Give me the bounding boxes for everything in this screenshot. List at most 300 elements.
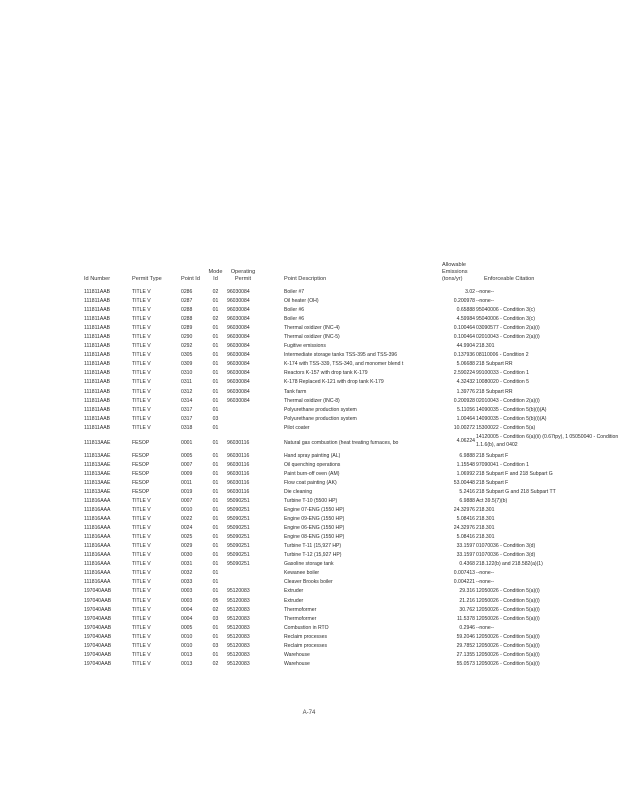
table-row: [84, 316, 618, 325]
cell-id-number: 111811AAB: [84, 298, 111, 305]
cell-point-id: 0019: [181, 488, 193, 495]
cell-permit-type: TITLE V: [132, 561, 151, 568]
cell-point-id: 0010: [181, 507, 193, 514]
cell-id-number: 111811AAB: [84, 361, 111, 368]
cell-mode-id: 01: [212, 470, 219, 477]
cell-permit-type: TITLE V: [132, 325, 151, 332]
cell-operating-permit: 96030084: [227, 388, 250, 395]
cell-operating-permit: 95120083: [227, 642, 250, 649]
cell-point-id: 0317: [181, 406, 193, 413]
cell-allowable-emissions: 24.32976: [453, 525, 475, 532]
cell-allowable-emissions: 21.216: [459, 597, 475, 604]
header-enforceable-citation: Enforceable Citation: [484, 276, 535, 283]
cell-permit-type: TITLE V: [132, 543, 151, 550]
cell-operating-permit: 95120083: [227, 588, 250, 595]
cell-mode-id: 01: [212, 525, 219, 532]
cell-allowable-emissions: 29.316: [459, 588, 475, 595]
table-row: [84, 289, 618, 298]
table-row: [84, 307, 618, 316]
table-row: [84, 462, 618, 471]
table-row: [84, 334, 618, 343]
cell-point-id: 0032: [181, 570, 193, 577]
cell-allowable-emissions: 0.004221: [453, 579, 475, 586]
cell-allowable-emissions: 10.00272: [453, 424, 475, 431]
cell-point-description: Gasoline storage tank: [284, 561, 334, 568]
cell-point-id: 0003: [181, 588, 193, 595]
table-row: [84, 343, 618, 352]
cell-operating-permit: 96030084: [227, 397, 250, 404]
cell-mode-id: 01: [212, 439, 219, 446]
cell-permit-type: TITLE V: [132, 579, 151, 586]
cell-operating-permit: 96030084: [227, 334, 250, 341]
cell-mode-id: 02: [212, 289, 219, 295]
cell-operating-permit: 95090251: [227, 497, 250, 504]
cell-point-description: Boiler #7: [284, 289, 305, 295]
cell-operating-permit: 96030116: [227, 452, 250, 459]
cell-mode-id: 02: [212, 316, 219, 323]
cell-point-id: 0010: [181, 633, 193, 640]
cell-enforceable-citation: 218 Subpart RR: [476, 361, 513, 368]
cell-point-description: Oil heater (OH): [284, 298, 319, 305]
header-point-description: Point Description: [284, 276, 327, 283]
cell-point-id: 0311: [181, 379, 192, 386]
cell-allowable-emissions: 4.06224: [456, 437, 475, 444]
cell-id-number: 111811AAB: [84, 415, 111, 422]
table-row: [84, 298, 618, 307]
cell-mode-id: 02: [212, 606, 219, 613]
cell-mode-id: 02: [212, 660, 219, 667]
cell-permit-type: FESOP: [132, 439, 150, 446]
table-row: [84, 634, 618, 643]
cell-allowable-emissions: 5.06688: [456, 361, 475, 368]
cell-permit-type: TITLE V: [132, 361, 151, 368]
cell-enforceable-citation: --none--: [476, 289, 495, 295]
cell-id-number: 111811AAB: [84, 406, 111, 413]
cell-permit-type: TITLE V: [132, 415, 151, 422]
cell-permit-type: FESOP: [132, 470, 150, 477]
cell-enforceable-citation: 218 Subpart RR: [476, 388, 513, 395]
cell-permit-type: TITLE V: [132, 343, 151, 350]
cell-point-description: Oil quenching operations: [284, 461, 341, 468]
cell-operating-permit: 95120083: [227, 597, 250, 604]
cell-permit-type: TITLE V: [132, 289, 151, 295]
cell-allowable-emissions: 55.0573: [456, 660, 475, 667]
cell-id-number: 111816AAA: [84, 561, 111, 568]
cell-point-id: 0001: [181, 439, 193, 446]
cell-point-description: Reactors K-157 with drop tank K-179: [284, 370, 368, 377]
cell-permit-type: FESOP: [132, 479, 150, 486]
cell-point-description: Engine 09-ENG (1550 HP): [284, 516, 345, 523]
cell-point-description: Thermal oxidizer (INC-8): [284, 397, 340, 404]
cell-enforceable-citation: 12050026 - Condition 5(a)(i): [476, 597, 540, 604]
cell-permit-type: TITLE V: [132, 379, 151, 386]
cell-mode-id: 01: [212, 543, 219, 550]
cell-permit-type: TITLE V: [132, 352, 151, 359]
cell-point-id: 0288: [181, 307, 193, 314]
cell-id-number: 111816AAA: [84, 579, 111, 586]
cell-operating-permit: 96030116: [227, 439, 250, 446]
table-row: [84, 480, 618, 489]
cell-enforceable-citation: 12050026 - Condition 5(a)(i): [476, 588, 540, 595]
cell-allowable-emissions: 5.08416: [456, 516, 475, 523]
cell-mode-id: 01: [212, 588, 219, 595]
cell-id-number: 111816AAA: [84, 534, 111, 541]
cell-allowable-emissions: 4.59984: [456, 316, 475, 323]
cell-enforceable-citation: 14120005 - Condition 6(a)(ii) (0.67tpy), 1 05050040 - Condition 1.1.6(b), and 0402: [476, 433, 618, 448]
cell-operating-permit: 96030084: [227, 316, 250, 323]
cell-point-description: Pilot coater: [284, 424, 310, 431]
cell-permit-type: TITLE V: [132, 615, 151, 622]
cell-enforceable-citation: --none--: [476, 624, 495, 631]
cell-permit-type: TITLE V: [132, 588, 151, 595]
cell-id-number: 197040AAB: [84, 588, 112, 595]
cell-mode-id: 03: [212, 415, 219, 422]
cell-permit-type: TITLE V: [132, 388, 151, 395]
cell-point-description: Kewanee boiler: [284, 570, 320, 577]
cell-enforceable-citation: 218.122(b) and 218.582(a)(1): [476, 561, 543, 568]
cell-enforceable-citation: 218 Subpart G and 218 Subpart TT: [476, 488, 556, 495]
cell-enforceable-citation: 15300022 - Condition 5(a): [476, 424, 536, 431]
cell-allowable-emissions: 0.007413: [453, 570, 475, 577]
cell-mode-id: 01: [212, 534, 219, 541]
cell-enforceable-citation: 14090035 - Condition 5(b)(i)(A): [476, 415, 547, 422]
cell-id-number: 111811AAB: [84, 334, 111, 341]
cell-id-number: 111813AAE: [84, 479, 111, 486]
cell-point-description: Tank farm: [284, 388, 307, 395]
cell-point-description: Turbine T-10 (5500 HP): [284, 497, 338, 504]
cell-point-description: Extruder: [284, 588, 304, 595]
cell-point-description: Die cleaning: [284, 488, 313, 495]
cell-id-number: 197040AAB: [84, 597, 112, 604]
table-row: [84, 370, 618, 379]
cell-point-description: Reclaim processes: [284, 633, 328, 640]
cell-point-description: Warehouse: [284, 660, 310, 667]
cell-point-id: 0004: [181, 615, 193, 622]
cell-allowable-emissions: 11.5378: [456, 615, 475, 622]
cell-enforceable-citation: 99100033 - Condition 1: [476, 370, 529, 377]
cell-enforceable-citation: 218.301: [476, 525, 495, 532]
cell-operating-permit: 96030084: [227, 343, 250, 350]
cell-id-number: 197040AAB: [84, 624, 112, 631]
table-row: [84, 661, 618, 670]
table-row: [84, 407, 618, 416]
cell-permit-type: TITLE V: [132, 370, 151, 377]
cell-enforceable-citation: --none--: [476, 579, 495, 586]
table-row: [84, 588, 618, 597]
cell-allowable-emissions: 0.100464: [453, 334, 475, 341]
cell-id-number: 111816AAA: [84, 516, 111, 523]
cell-enforceable-citation: 02010043 - Condition 2(a)(i): [476, 334, 540, 341]
cell-mode-id: 01: [212, 461, 219, 468]
cell-point-description: Turbine T-11 (15,927 HP): [284, 543, 342, 550]
cell-allowable-emissions: 27.1355: [456, 651, 475, 658]
cell-operating-permit: 95120083: [227, 651, 250, 658]
cell-id-number: 111811AAB: [84, 316, 111, 323]
cell-allowable-emissions: 5.08416: [456, 534, 475, 541]
table-row: [84, 543, 618, 552]
cell-id-number: 197040AAB: [84, 642, 112, 649]
cell-operating-permit: 95120083: [227, 660, 250, 667]
cell-allowable-emissions: 3.02: [465, 289, 475, 295]
cell-enforceable-citation: 12050026 - Condition 5(a)(i): [476, 660, 540, 667]
cell-point-description: K-178 Replaced K-121 with drop tank K-179: [284, 379, 384, 386]
cell-id-number: 111811AAB: [84, 325, 111, 332]
cell-enforceable-citation: 12050026 - Condition 5(a)(i): [476, 651, 540, 658]
cell-operating-permit: 96030084: [227, 352, 250, 359]
cell-permit-type: FESOP: [132, 452, 150, 459]
cell-mode-id: 01: [212, 298, 219, 305]
cell-allowable-emissions: 29.7852: [456, 642, 475, 649]
cell-permit-type: TITLE V: [132, 534, 151, 541]
cell-permit-type: TITLE V: [132, 633, 151, 640]
cell-enforceable-citation: --none--: [476, 570, 495, 577]
cell-mode-id: 01: [212, 651, 219, 658]
cell-allowable-emissions: 0.200928: [453, 397, 475, 404]
table-row: [84, 398, 618, 407]
cell-allowable-emissions: 59.2046: [456, 633, 475, 640]
cell-point-description: Natural gas combustion (heat treating furnaces, bo: [284, 439, 399, 446]
cell-permit-type: TITLE V: [132, 334, 151, 341]
cell-point-id: 0030: [181, 552, 193, 559]
cell-point-id: 0024: [181, 525, 193, 532]
cell-id-number: 111816AAA: [84, 543, 111, 550]
cell-point-description: Reclaim processes: [284, 642, 328, 649]
cell-operating-permit: 96030084: [227, 325, 250, 332]
cell-operating-permit: 95120083: [227, 633, 250, 640]
cell-point-id: 0013: [181, 651, 193, 658]
cell-id-number: 111811AAB: [84, 424, 111, 431]
cell-allowable-emissions: 1.00464: [456, 415, 475, 422]
cell-enforceable-citation: 218 Subpart F and 218 Subpart G: [476, 470, 553, 477]
cell-point-description: Warehouse: [284, 651, 310, 658]
cell-mode-id: 01: [212, 570, 219, 577]
table-row: [84, 325, 618, 334]
cell-allowable-emissions: 6.9888: [459, 497, 475, 504]
cell-permit-type: TITLE V: [132, 424, 151, 431]
cell-operating-permit: 95090251: [227, 516, 250, 523]
emissions-table: [84, 253, 618, 670]
cell-permit-type: TITLE V: [132, 642, 151, 649]
table-row: [84, 552, 618, 561]
cell-point-id: 0007: [181, 461, 193, 468]
cell-operating-permit: 96030084: [227, 307, 250, 314]
cell-mode-id: 01: [212, 307, 219, 314]
header-mode-id: Mode Id: [208, 269, 223, 283]
cell-point-description: Polyurethane production system: [284, 406, 357, 413]
table-row: [84, 561, 618, 570]
cell-id-number: 111816AAA: [84, 570, 111, 577]
cell-permit-type: TITLE V: [132, 316, 151, 323]
cell-permit-type: TITLE V: [132, 298, 151, 305]
cell-point-id: 0022: [181, 516, 193, 523]
cell-point-description: Boiler #6: [284, 307, 305, 314]
cell-point-description: Hand spray painting (AL): [284, 452, 341, 459]
table-header: [84, 253, 618, 283]
cell-id-number: 111813AAE: [84, 452, 111, 459]
cell-point-id: 0005: [181, 624, 193, 631]
cell-point-description: Thermal oxidizer (INC-4): [284, 325, 340, 332]
table-row: [84, 643, 618, 652]
cell-id-number: 197040AAB: [84, 633, 112, 640]
cell-allowable-emissions: 33.1597: [456, 552, 475, 559]
table-row: [84, 598, 618, 607]
cell-operating-permit: 96030116: [227, 479, 250, 486]
table-row: [84, 616, 618, 625]
cell-point-id: 0009: [181, 470, 193, 477]
cell-enforceable-citation: 218.301: [476, 507, 495, 514]
cell-point-description: Engine 06-ENG (1550 HP): [284, 525, 345, 532]
cell-mode-id: 05: [212, 597, 219, 604]
cell-permit-type: TITLE V: [132, 606, 151, 613]
cell-operating-permit: 95090251: [227, 561, 250, 568]
cell-operating-permit: 96030084: [227, 379, 250, 386]
cell-enforceable-citation: 218.301: [476, 343, 495, 350]
cell-allowable-emissions: 0.200978: [453, 298, 475, 305]
page-number: A-74: [302, 710, 316, 716]
table-row: [84, 516, 618, 525]
cell-permit-type: TITLE V: [132, 516, 151, 523]
cell-id-number: 111813AAE: [84, 470, 111, 477]
cell-operating-permit: 96030084: [227, 289, 250, 295]
cell-mode-id: 01: [212, 361, 219, 368]
table-row: [84, 361, 618, 370]
header-permit-type: Permit Type: [132, 276, 162, 283]
cell-point-id: 0288: [181, 316, 193, 323]
cell-allowable-emissions: 2.590224: [453, 370, 475, 377]
cell-permit-type: TITLE V: [132, 597, 151, 604]
table-row: [84, 607, 618, 616]
cell-permit-type: TITLE V: [132, 651, 151, 658]
cell-permit-type: TITLE V: [132, 397, 151, 404]
cell-allowable-emissions: 4.32432: [456, 379, 475, 386]
cell-operating-permit: 96030116: [227, 470, 250, 477]
cell-enforceable-citation: 14090035 - Condition 5(b)(i)(A): [476, 406, 547, 413]
cell-point-id: 0286: [181, 289, 193, 295]
cell-mode-id: 01: [212, 516, 219, 523]
cell-point-description: Engine 08-ENG (1550 HP): [284, 534, 345, 541]
cell-id-number: 111816AAA: [84, 507, 111, 514]
cell-permit-type: TITLE V: [132, 497, 151, 504]
cell-point-id: 0309: [181, 361, 193, 368]
cell-id-number: 197040AAB: [84, 651, 112, 658]
cell-point-id: 0031: [181, 561, 193, 568]
cell-id-number: 111811AAB: [84, 289, 111, 295]
cell-enforceable-citation: 01070036 - Condition 3(d): [476, 552, 536, 559]
cell-mode-id: 01: [212, 561, 219, 568]
cell-point-id: 0290: [181, 334, 193, 341]
cell-id-number: 197040AAB: [84, 615, 112, 622]
cell-point-id: 0013: [181, 660, 193, 667]
cell-operating-permit: 95090251: [227, 534, 250, 541]
cell-enforceable-citation: 95040006 - Condition 3(c): [476, 307, 535, 314]
table-row: [84, 534, 618, 543]
table-row: [84, 434, 618, 453]
cell-mode-id: 01: [212, 343, 219, 350]
cell-allowable-emissions: 1.39776: [456, 388, 475, 395]
cell-point-id: 0289: [181, 325, 193, 332]
cell-id-number: 111811AAB: [84, 397, 111, 404]
table-row: [84, 525, 618, 534]
cell-enforceable-citation: 01070036 - Condition 3(d): [476, 543, 536, 550]
cell-id-number: 111813AAE: [84, 461, 111, 468]
cell-operating-permit: 96030116: [227, 488, 250, 495]
cell-id-number: 111811AAB: [84, 379, 111, 386]
cell-mode-id: 01: [212, 424, 219, 431]
cell-enforceable-citation: 02010043 - Condition 2(a)(i): [476, 397, 540, 404]
cell-permit-type: TITLE V: [132, 525, 151, 532]
cell-operating-permit: 95090251: [227, 525, 250, 532]
cell-allowable-emissions: 33.1597: [456, 543, 475, 550]
cell-id-number: 197040AAB: [84, 606, 112, 613]
cell-allowable-emissions: 44.9904: [456, 343, 475, 350]
cell-id-number: 111811AAB: [84, 370, 111, 377]
cell-operating-permit: 96030084: [227, 298, 250, 305]
cell-point-description: Thermal oxidizer (INC-5): [284, 334, 340, 341]
cell-allowable-emissions: 5.11056: [456, 406, 475, 413]
cell-allowable-emissions: 6.9888: [459, 452, 475, 459]
cell-mode-id: 01: [212, 633, 219, 640]
cell-id-number: 111816AAA: [84, 525, 111, 532]
cell-point-description: K-174 with TSS-339, TSS-340, and monomer blend t: [284, 361, 404, 368]
cell-point-id: 0287: [181, 298, 193, 305]
table-row: [84, 416, 618, 425]
cell-point-id: 0010: [181, 642, 193, 649]
cell-allowable-emissions: 24.32976: [453, 507, 475, 514]
cell-permit-type: TITLE V: [132, 624, 151, 631]
table-body: [84, 289, 618, 670]
cell-point-id: 0033: [181, 579, 193, 586]
cell-mode-id: 01: [212, 479, 219, 486]
cell-point-description: Engine 07-ENG (1550 HP): [284, 507, 345, 514]
header-operating-permit: Operating Permit: [230, 269, 256, 283]
cell-enforceable-citation: Act 39.5(7)(b): [476, 497, 508, 504]
table-row: [84, 489, 618, 498]
cell-enforceable-citation: 12050026 - Condition 5(a)(i): [476, 633, 540, 640]
cell-allowable-emissions: 5.2416: [459, 488, 475, 495]
cell-operating-permit: 95120083: [227, 606, 250, 613]
cell-enforceable-citation: 03090577 - Condition 2(a)(i): [476, 325, 540, 332]
cell-point-description: Fugitive emissions: [284, 343, 326, 350]
cell-point-id: 0318: [181, 424, 193, 431]
cell-id-number: 111816AAA: [84, 552, 111, 559]
cell-id-number: 197040AAB: [84, 660, 112, 667]
cell-permit-type: TITLE V: [132, 552, 151, 559]
cell-mode-id: 01: [212, 497, 219, 504]
cell-enforceable-citation: 97090041 - Condition 1: [476, 461, 529, 468]
cell-enforceable-citation: 218 Subpart F: [476, 452, 509, 459]
cell-enforceable-citation: 12050026 - Condition 5(a)(i): [476, 615, 540, 622]
table-row: [84, 652, 618, 661]
cell-operating-permit: 96030084: [227, 370, 250, 377]
cell-mode-id: 01: [212, 452, 219, 459]
cell-enforceable-citation: 95040006 - Condition 3(c): [476, 316, 535, 323]
cell-allowable-emissions: 0.137936: [453, 352, 475, 359]
cell-id-number: 111811AAB: [84, 352, 111, 359]
cell-permit-type: TITLE V: [132, 507, 151, 514]
cell-mode-id: 03: [212, 642, 219, 649]
cell-permit-type: FESOP: [132, 461, 150, 468]
cell-point-description: Extruder: [284, 597, 304, 604]
cell-point-description: Thermoformer: [284, 615, 317, 622]
cell-point-description: Cleaver Brooks boiler: [284, 579, 333, 586]
cell-operating-permit: 95120083: [227, 624, 250, 631]
cell-point-description: Flow coat painting (AK): [284, 479, 337, 486]
cell-id-number: 111816AAA: [84, 497, 111, 504]
table-row: [84, 425, 618, 434]
cell-permit-type: TITLE V: [132, 660, 151, 667]
cell-point-id: 0003: [181, 597, 193, 604]
cell-point-description: Paint burn-off oven (AM): [284, 470, 340, 477]
